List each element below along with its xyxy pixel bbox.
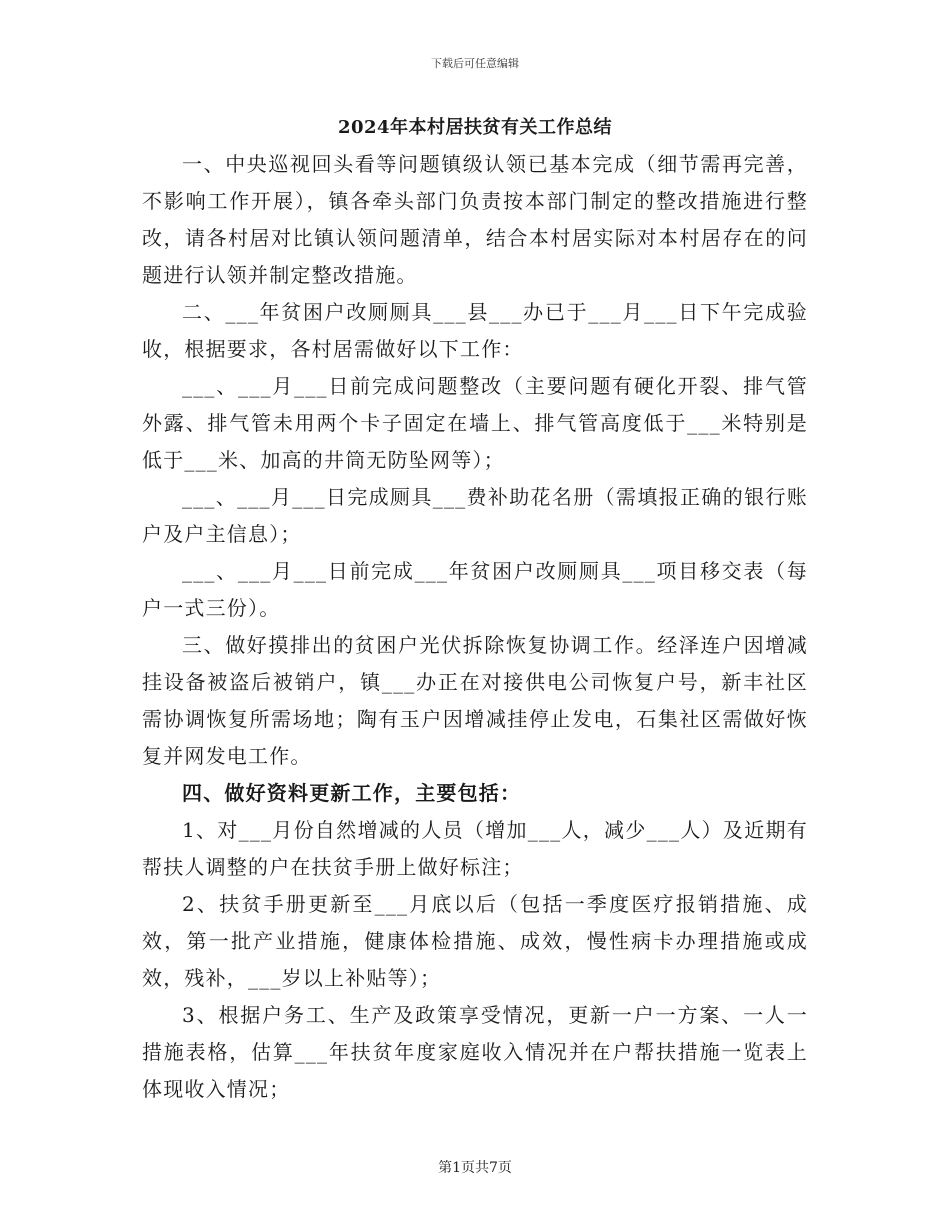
paragraph-10: 3、根据户务工、生产及政策享受情况，更新一户一方案、一人一措施表格，估算___年扶贫年度家庭收入情况并在户帮扶措施一览表上体现收入情况； [142, 1003, 808, 1101]
paragraph-4: ___、___月___日完成厕具___费补助花名册（需填报正确的银行账户及户主信息）； [142, 485, 808, 546]
header-note: 下载后可任意编辑 [431, 57, 519, 70]
paragraph-6: 三、做好摸排出的贫困户光伏拆除恢复协调工作。经泽连户因增减挂设备被盗后被销户，镇___办正在对接供电公司恢复户号，新丰社区需协调恢复所需场地；陶有玉户因增减挂停止发电，石集社区需做好恢复并网发电工作。 [142, 633, 808, 768]
paragraph-8: 1、对___月份自然增减的人员（增加___人，减少___人）及近期有帮扶人调整的户在扶贫手册上做好标注； [142, 818, 808, 879]
paragraph-5: ___、___月___日前完成___年贫困户改厕厕具___项目移交表（每户一式三份）。 [142, 559, 808, 620]
page-footer: 第1页共7页 [438, 1160, 512, 1176]
document-body [142, 110, 808, 1108]
paragraph-3: ___、___月___日前完成问题整改（主要问题有硬化开裂、排气管外露、排气管未用两个卡子固定在墙上、排气管高度低于___米特别是低于___米、加高的井筒无防坠网等）； [142, 374, 808, 472]
document-title: 2024年本村居扶贫有关工作总结 [337, 117, 613, 138]
paragraph-9: 2、扶贫手册更新至___月底以后（包括一季度医疗报销措施、成效，第一批产业措施，健康体检措施、成效，慢性病卡办理措施或成效，残补，___岁以上补贴等）； [142, 892, 808, 990]
paragraph-2: 二、___年贫困户改厕厕具___县___办已于___月___日下午完成验收，根据要求，各村居需做好以下工作： [142, 300, 808, 361]
section-heading-4: 四、做好资料更新工作，主要包括： [182, 781, 522, 805]
paragraph-1: 一、中央巡视回头看等问题镇级认领已基本完成（细节需再完善，不影响工作开展），镇各牵头部门负责按本部门制定的整改措施进行整改，请各村居对比镇认领问题清单，结合本村居实际对本村居存在的问题进行认领并制定整改措施。 [142, 152, 808, 287]
